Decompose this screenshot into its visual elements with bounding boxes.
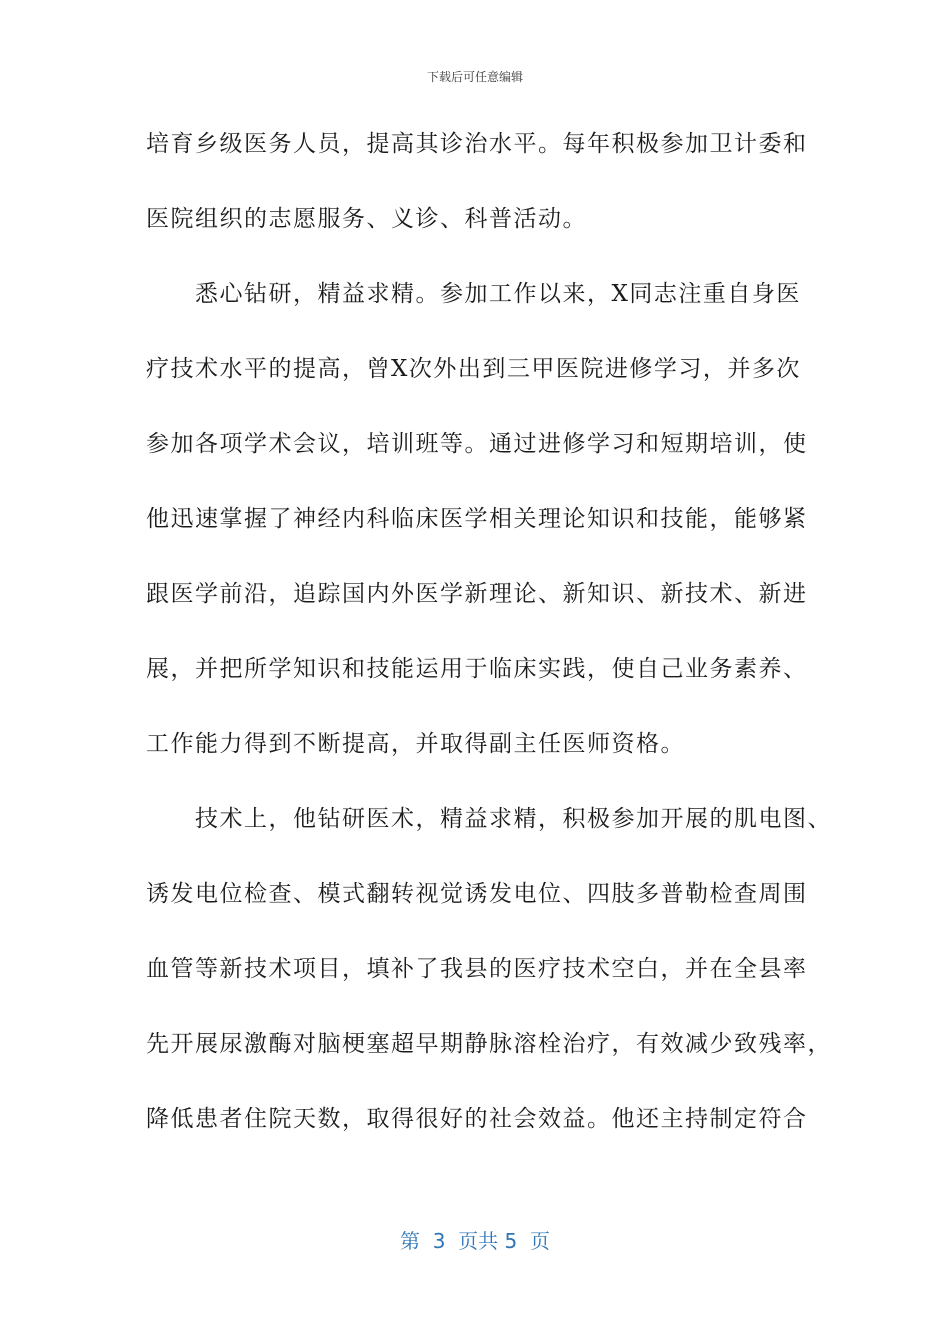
body-line: 跟医学前沿，追踪国内外医学新理论、新知识、新技术、新进 — [146, 581, 808, 607]
body-line: 诱发电位检查、模式翻转视觉诱发电位、四肢多普勒检查周围 — [146, 881, 808, 907]
document-body — [146, 119, 832, 1169]
page-header-note: 下载后可任意编辑 — [426, 70, 523, 84]
body-line: 悉心钻研，精益求精。参加工作以来，X同志注重自身医 — [146, 281, 801, 307]
body-line: 展，并把所学知识和技能运用于临床实践，使自己业务素养、 — [146, 656, 808, 682]
page-number-footer: 第 3 页共 5 页 — [400, 1229, 550, 1253]
body-line: 医院组织的志愿服务、义诊、科普活动。 — [146, 206, 587, 232]
body-line: 技术上，他钻研医术，精益求精，积极参加开展的肌电图、 — [146, 806, 832, 832]
body-line: 血管等新技术项目，填补了我县的医疗技术空白，并在全县率 — [146, 956, 808, 982]
body-line: 降低患者住院天数，取得很好的社会效益。他还主持制定符合 — [146, 1106, 808, 1132]
body-line: 参加各项学术会议，培训班等。通过进修学习和短期培训，使 — [146, 431, 808, 457]
body-line: 培育乡级医务人员，提高其诊治水平。每年积极参加卫计委和 — [146, 131, 808, 157]
body-line: 先开展尿激酶对脑梗塞超早期静脉溶栓治疗，有效减少致残率， — [146, 1031, 832, 1057]
body-line: 他迅速掌握了神经内科临床医学相关理论知识和技能，能够紧 — [146, 506, 808, 532]
body-line: 疗技术水平的提高，曾X次外出到三甲医院进修学习，并多次 — [146, 356, 801, 382]
body-line: 工作能力得到不断提高，并取得副主任医师资格。 — [146, 731, 685, 757]
